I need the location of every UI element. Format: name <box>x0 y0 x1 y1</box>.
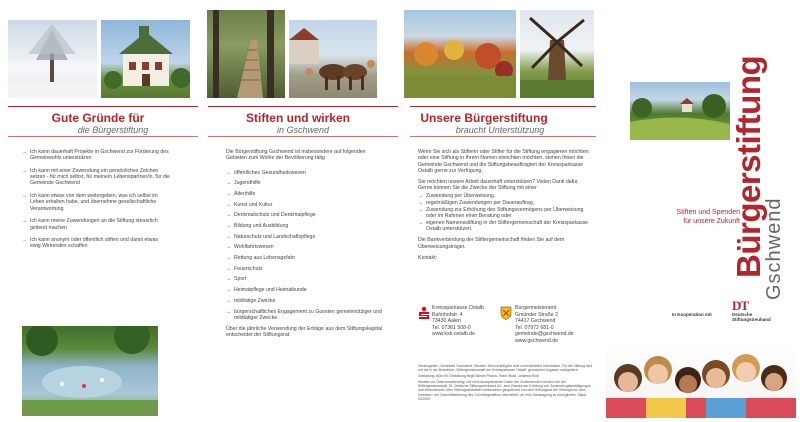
bank-contact <box>432 305 502 338</box>
imprint-data-notice: Hinweis zur Datenverarbeitung: Die nicht anonymisierten Daten der Zuwendenden werden von der Stiftergemeinschaft, Dt. Deutsche Stiftungstreuhand AG, zum Zwecke der Erteilung von Zuwendungsbestätigungen und Informationen über Stiftungsaktivitäten elektronisch gespeichert und dem Stiftungsrat der Stiftung bzw. dem Vorstand / der Geschäftsführung des Gründungsstifters übermittelt, um eine Danksagung zu ermöglichen. Stand 03/2020 <box>418 379 591 402</box>
col1-subheading: die Bürgerstiftung <box>77 125 149 135</box>
windmill-graphic <box>520 10 594 98</box>
town-contact <box>515 305 595 345</box>
children-graphic <box>606 344 796 418</box>
list-item: → eigenen Namensstiftung in der Stiftergemeinschaft der Kreissparkasse Ostalb unterstützen. <box>418 220 590 233</box>
bank-website[interactable]: www.ksk-ostalb.de <box>432 331 475 338</box>
lake-park-graphic <box>22 326 158 416</box>
town-website[interactable]: www.gschwend.de <box>515 337 558 344</box>
town-office: Bürgermeisteramt <box>515 305 557 311</box>
col1-heading: Gute Gründe für <box>51 111 145 125</box>
list-item: → bürgerschaftliches Engagement zu Gunsten gemeinnütziger und mildtätiger Zwecke <box>226 309 386 322</box>
list-item: → Kunst und Kultur <box>226 202 386 208</box>
meadow-graphic <box>630 82 730 140</box>
photo-meadow-cover <box>630 82 730 140</box>
photo-lake-park <box>22 326 158 416</box>
col3-para1: Wenn Sie sich als Stifterin oder Stifter für die Stiftung engagieren möchten oder eine Stiftung in Ihrem Namen einrichten möchten, stehen Ihnen die Gemeinde Gschwend und die Stiftungsbeauftragten der Kreissparkasse Ostalb gerne zur Verfügung. <box>418 149 589 174</box>
dt-name <box>732 312 771 322</box>
heading-rule-2 <box>208 106 398 107</box>
bank-street: Bahnhofstr. 4 <box>432 311 463 318</box>
tagline-line1: Stiften und Spenden <box>676 209 740 216</box>
cover-title: Bürgerstiftung <box>730 55 767 278</box>
col2-content <box>226 149 386 343</box>
col2-outro: Über die jährliche Verwendung der Erträge aus dem Stiftungskapital entscheidet der Stiftungsrat. <box>226 325 383 338</box>
photo-horse-cart <box>289 20 377 98</box>
cover-subtitle: Gschwend <box>763 197 785 300</box>
sparkasse-logo-icon <box>418 306 430 320</box>
list-item: → Altenhilfe <box>226 191 386 197</box>
horse-cart-graphic <box>289 20 377 98</box>
subheading-rule-3 <box>410 136 596 137</box>
town-phone: Tel. 07972 681-0 <box>515 324 554 331</box>
list-item: → Sport <box>226 276 386 282</box>
imprint <box>418 364 594 401</box>
col1-bullet: → Ich kann dauerhaft Projekte in Gschwend zur Förderung des Gemeinwohls unterstützen <box>22 149 170 162</box>
bank-phone: Tel. 07361 508-0 <box>432 324 471 331</box>
autumn-landscape-graphic <box>404 10 516 98</box>
list-item: → Heimatpflege und Heimatkunde <box>226 287 386 293</box>
photo-children-group <box>606 344 796 418</box>
photo-town-hall <box>101 20 190 98</box>
heading-rule-3 <box>410 106 596 107</box>
subheading-rule-1 <box>8 136 198 137</box>
list-item: → mildtätige Zwecke <box>226 298 386 304</box>
town-city: 74417 Gschwend <box>515 318 556 325</box>
dt-name-line2: Stiftungstreuhand <box>732 317 771 323</box>
col2-subheading: in Gschwend <box>276 125 330 135</box>
photo-winter-tree <box>8 20 97 98</box>
photo-forest-path <box>207 10 285 98</box>
photo-autumn-landscape <box>404 10 516 98</box>
list-item: → öffentliches Gesundheitswesen <box>226 170 386 176</box>
col3-content <box>418 149 590 266</box>
coop-label: In Kooperation mit <box>672 312 712 317</box>
col1-bullet: → Ich kann meine Zuwendungen an die Stiftung steuerlich geltend machen <box>22 218 170 231</box>
contact-label: Kontakt: <box>418 254 438 261</box>
col2-purpose-list <box>226 170 386 322</box>
col3-heading: Unsere Bürgerstiftung <box>420 111 548 125</box>
list-item: → Bildung und Ausbildung <box>226 223 386 229</box>
list-item: → Denkmalschutz und Denkmalpflege <box>226 212 386 218</box>
bank-name: Kreissparkasse Ostalb <box>432 305 484 311</box>
list-item: → Jugendhilfe <box>226 180 386 186</box>
list-item: → Rettung aus Lebensgefahr <box>226 255 386 261</box>
tagline-line2: für unsere Zukunft <box>683 218 740 225</box>
col3-support-list <box>418 193 590 233</box>
winter-tree-graphic <box>8 20 97 98</box>
cover-tagline <box>636 208 740 226</box>
list-item: → Wohlfahrtswesen <box>226 244 386 250</box>
col2-heading: Stiften und wirken <box>245 111 350 125</box>
list-item: → Zuwendung zur Erhöhung des Stiftungsvermögens per Überweisung oder im Rahmen einer Beratung oder <box>418 207 590 220</box>
col3-para3: Die Bankverbindung der Stiftergemeinschaft finden Sie auf dem Überweisungsträger. <box>418 237 565 250</box>
forest-path-graphic <box>207 10 285 98</box>
col1-bullet: → Ich kann mit einer Zuwendung ein persönliches Zeichen setzen - für mich selbst, für meine/n Lebenspartner/in, für die Gemeinde Gschwend <box>22 168 170 187</box>
list-item: → Zuwendung per Überweisung, <box>418 193 590 199</box>
imprint-design: Gestaltung: Büro für Gestaltung Birgit Stiewe Photos: Team Wickl, Johanna Rodi <box>418 373 539 378</box>
town-hall-graphic <box>101 20 190 98</box>
list-item: → Naturschutz und Landschaftspflege <box>226 234 386 240</box>
subheading-rule-2 <box>208 136 398 137</box>
bank-city: 73430 Aalen <box>432 318 461 325</box>
photo-windmill <box>520 10 594 98</box>
town-email[interactable]: gemeinde@gschwend.de <box>515 331 574 338</box>
heading-rule-1 <box>8 106 198 107</box>
col1-bullet: → Ich kann anonym oder öffentlich stiften und damit etwas ewig Wirkendes schaffen <box>22 237 170 250</box>
list-item: → Feuerschutz <box>226 266 386 272</box>
list-item: → regelmäßigen Zuwendungen per Dauerauftrag, <box>418 200 590 206</box>
col2-intro: Die Bürgerstiftung Gschwend ist insbesondere auf folgenden Gebieten zum Wohle der Bevölkerung tätig <box>226 149 366 162</box>
imprint-publisher: Herausgeber: Gemeinde Gschwend. Hinweis: Dies ist lediglich eine unverbindliche Information. Für die Stiftung sind nur die in der Broschüre „Stiftergemeinschaft der Kreissparkasse Ostalb" gemachten Angaben maßgeblich. <box>418 364 593 373</box>
col3-para2: Sie möchten unsere Arbeit dauerhaft unterstützen? Vielen Dank dafür. Gerne können Sie die Zwecke der Stiftung mit einer <box>418 179 579 192</box>
col3-subheading: braucht Unterstützung <box>455 125 545 135</box>
col1-bullets <box>22 149 170 256</box>
dt-logo-letters: DT <box>732 298 749 313</box>
dt-name-line1: Deutsche <box>732 312 753 317</box>
col1-bullet: → Ich kann etwas von dem weitergeben, was ich selbst im Leben erhalten habe, und übernehme gesellschaftliche Verantwortung <box>22 193 170 212</box>
gschwend-crest-icon <box>500 306 512 320</box>
town-street: Gmünder Straße 2 <box>515 311 558 318</box>
